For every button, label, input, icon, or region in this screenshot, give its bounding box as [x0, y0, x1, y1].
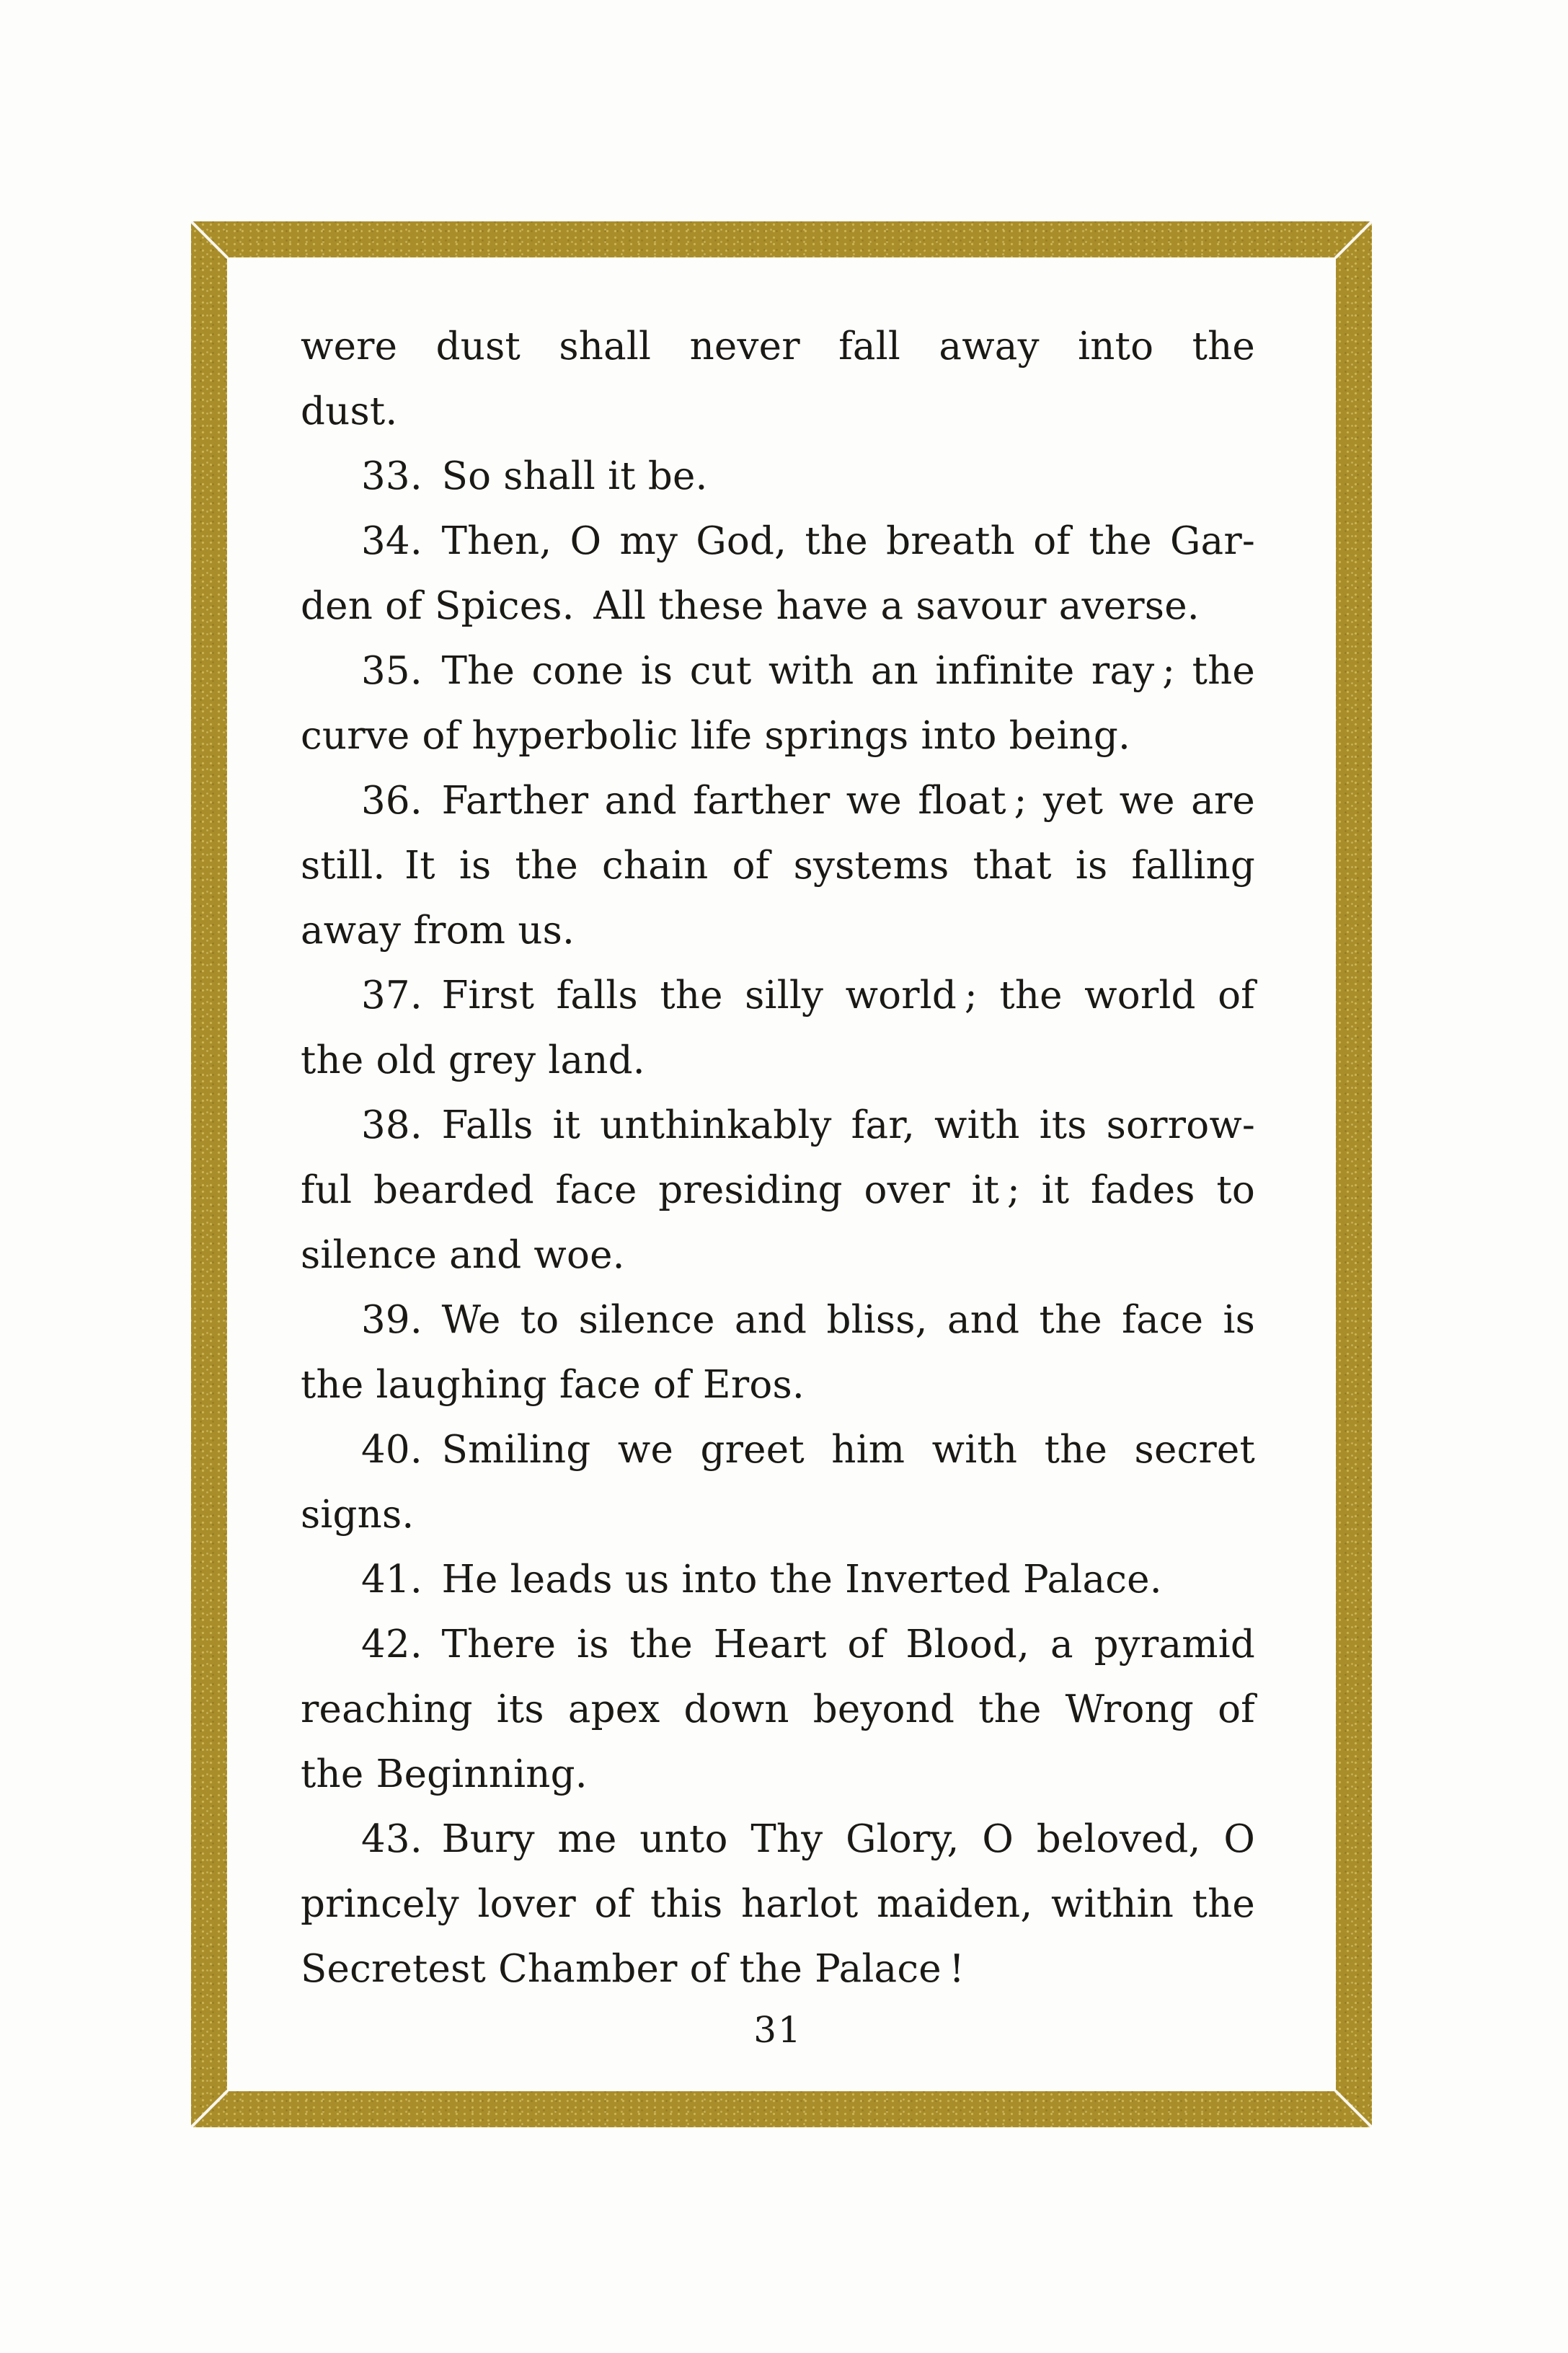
text-line: signs.: [301, 1493, 415, 1537]
verse-paragraph: [301, 314, 1255, 444]
text-line: 41. He leads us into the Inverted Palace.: [361, 1558, 1162, 1602]
text-line: 42. There is the Heart of Blood, a pyramid: [361, 1623, 1255, 1666]
text-line: 39. We to silence and bliss, and the face is: [361, 1298, 1255, 1342]
text-line: 38. Falls it unthinkably far, with its sorrow-: [361, 1103, 1255, 1147]
text-line: still. It is the chain of systems that is falling: [301, 844, 1255, 888]
text-line: 34. Then, O my God, the breath of the Gar-: [361, 519, 1255, 563]
text-line: reaching its apex down beyond the Wrong of: [301, 1687, 1255, 1731]
text-line: 37. First falls the silly world ; the world of: [361, 974, 1255, 1017]
frame-border-bottom: [191, 2091, 1372, 2127]
frame-border-top: [191, 221, 1372, 257]
page-number: 31: [753, 2009, 802, 2051]
verse-paragraph: [301, 1612, 1255, 1807]
text-line: the Beginning.: [301, 1752, 588, 1796]
verse-paragraph: [301, 509, 1255, 639]
text-line: 33. So shall it be.: [361, 454, 708, 498]
frame-border-right: [1336, 221, 1372, 2127]
verse-paragraph: [301, 1548, 1255, 1612]
verse-paragraph: [301, 769, 1255, 963]
text-line: silence and woe.: [301, 1233, 625, 1277]
text-line: ful bearded face presiding over it ; it fades to: [301, 1168, 1255, 1212]
verse-paragraph: [301, 1288, 1255, 1418]
verse-paragraph: [301, 1093, 1255, 1288]
text-line: away from us.: [301, 909, 575, 953]
text-line: Secretest Chamber of the Palace !: [301, 1947, 965, 1991]
verse-paragraph: [301, 639, 1255, 769]
verse-paragraph: [301, 444, 1255, 509]
text-block: [301, 314, 1255, 2002]
text-line: the old grey land.: [301, 1038, 645, 1082]
verse-paragraph: [301, 1807, 1255, 2002]
text-line: the laughing face of Eros.: [301, 1363, 805, 1407]
frame-border-left: [191, 221, 227, 2127]
text-line: curve of hyperbolic life springs into being.: [301, 714, 1130, 758]
text-line: 35. The cone is cut with an infinite ray ; the: [361, 649, 1255, 693]
text-line: den of Spices. All these have a savour averse.: [301, 584, 1200, 628]
text-line: dust.: [301, 389, 398, 433]
text-line: 43. Bury me unto Thy Glory, O beloved, O: [361, 1817, 1255, 1861]
verse-paragraph: [301, 1418, 1255, 1548]
text-line: princely lover of this harlot maiden, within the: [301, 1882, 1255, 1926]
text-line: 36. Farther and farther we float ; yet we are: [361, 779, 1255, 823]
verse-paragraph: [301, 963, 1255, 1093]
text-line: 40. Smiling we greet him with the secret: [361, 1428, 1255, 1472]
text-line: were dust shall never fall away into the: [301, 325, 1255, 368]
